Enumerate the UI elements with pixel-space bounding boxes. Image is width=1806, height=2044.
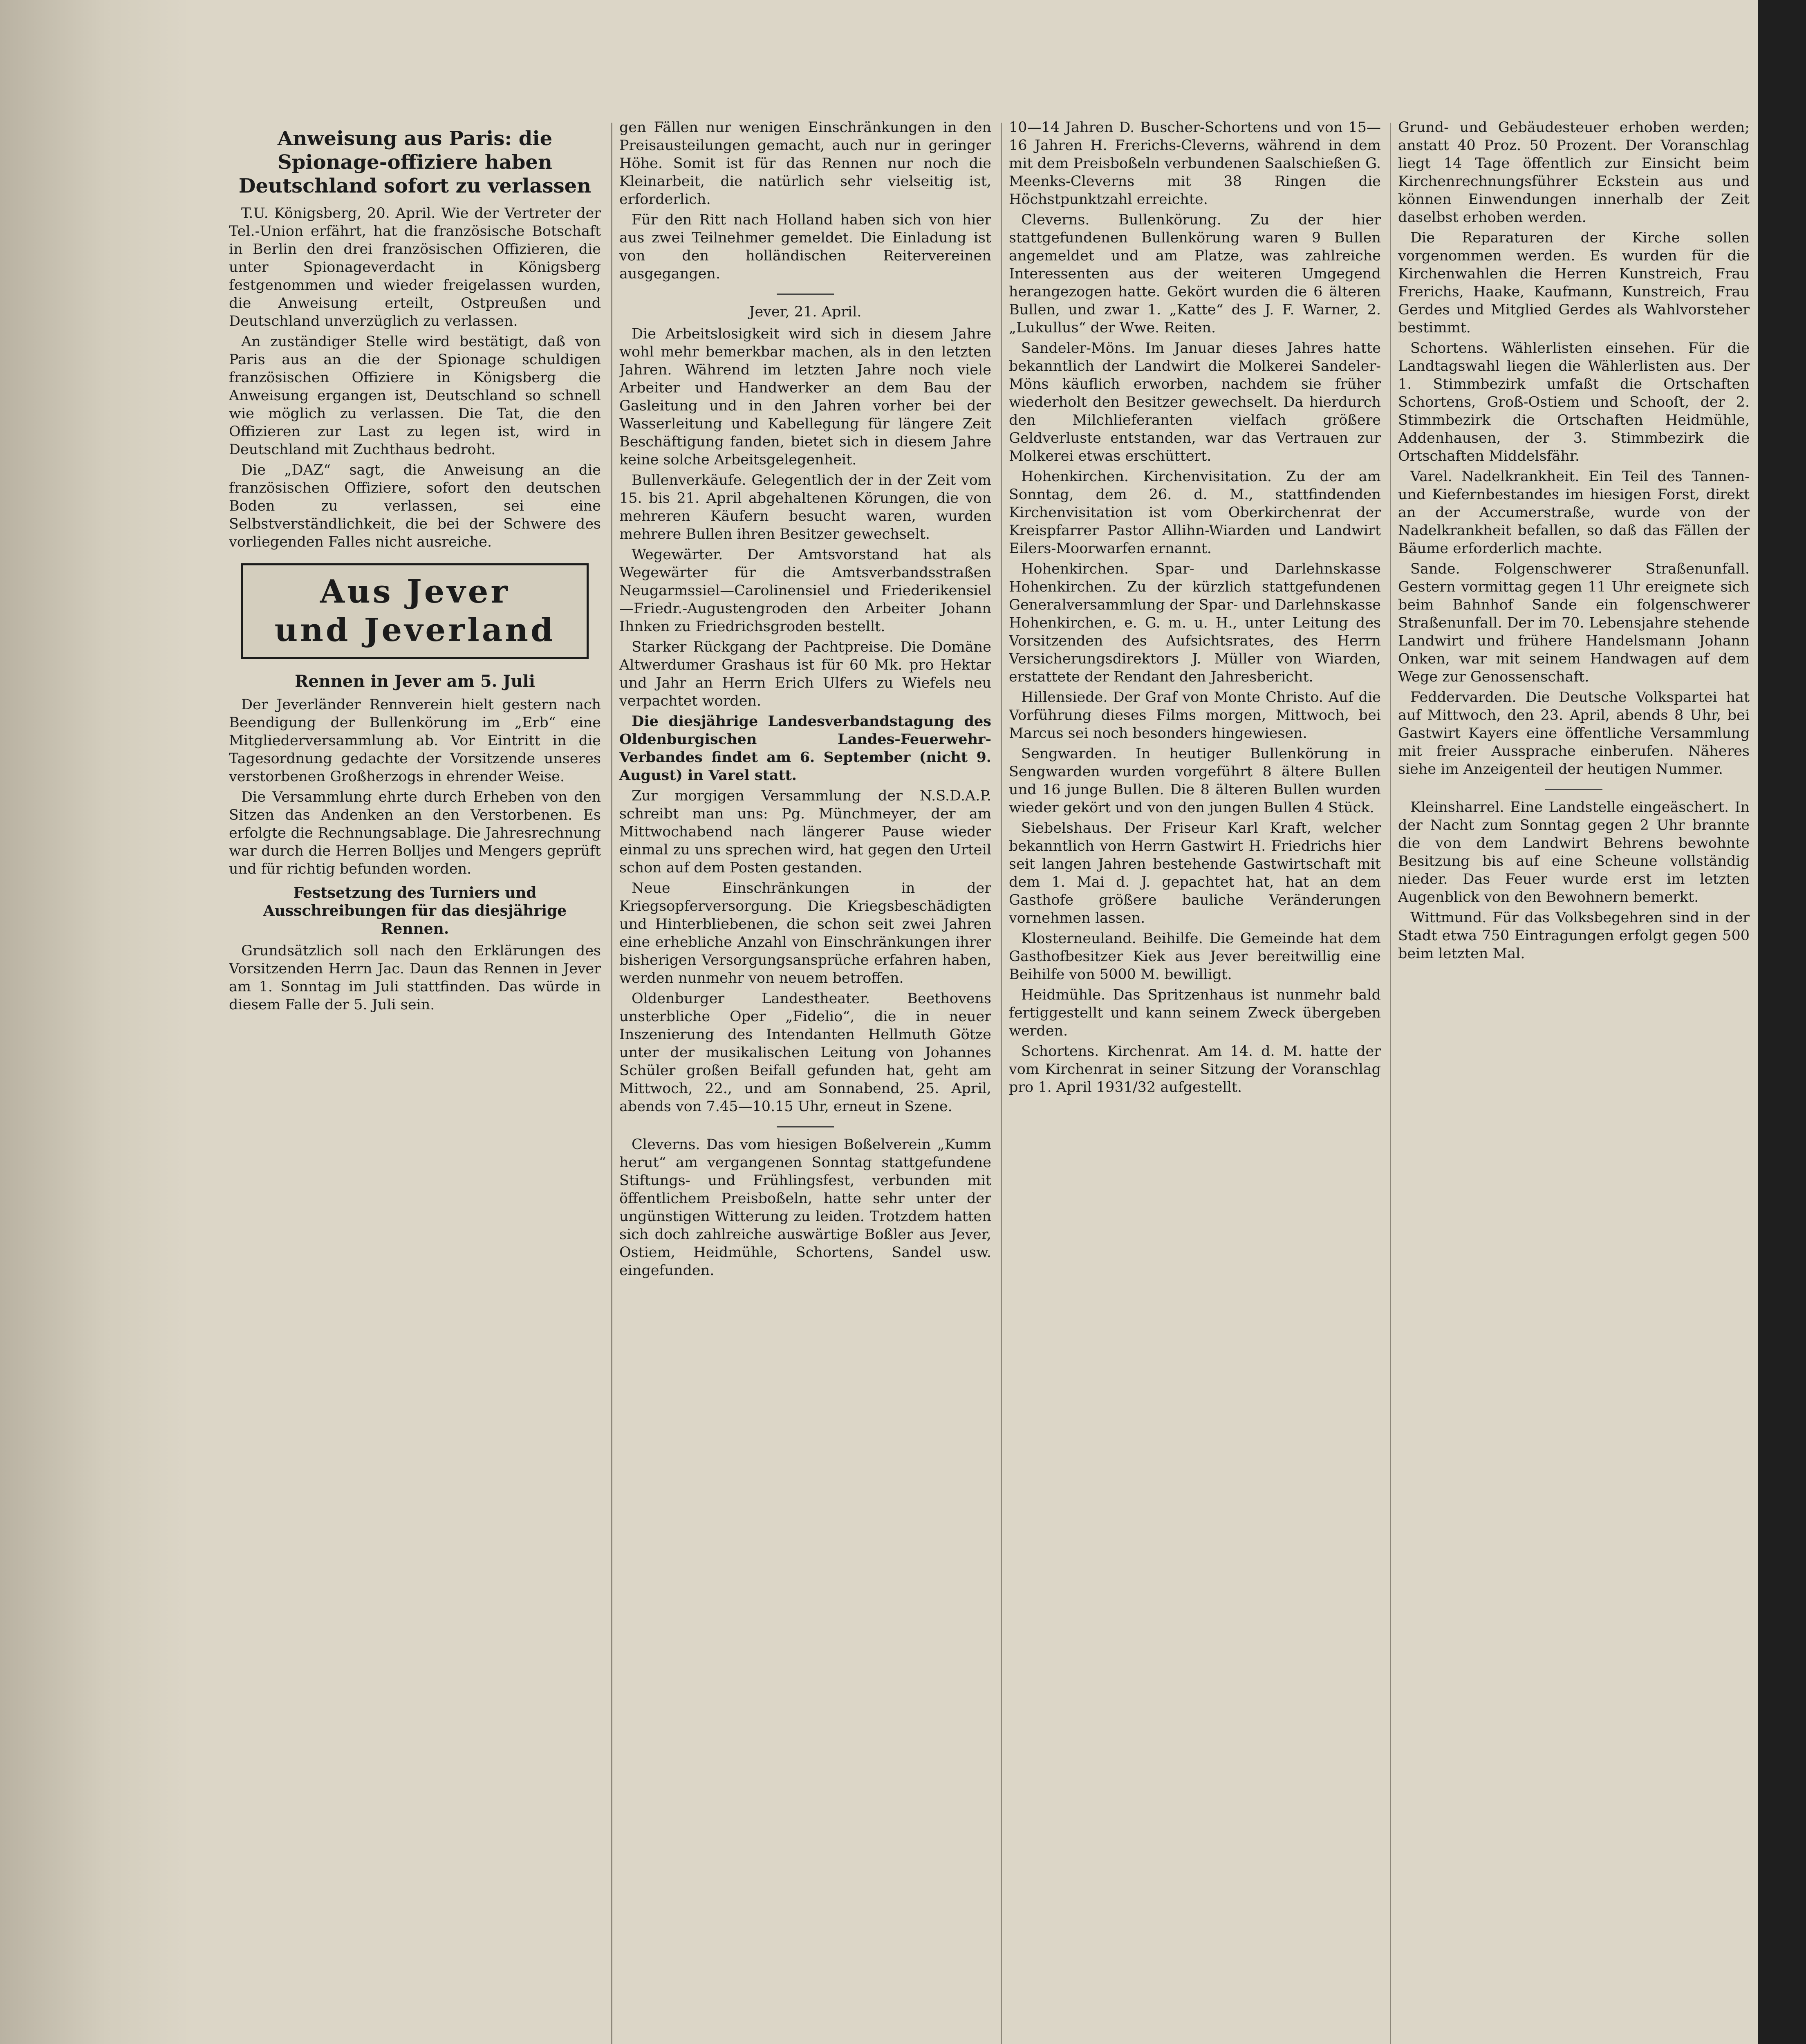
article-paragraph: Der Jeverländer Rennverein hielt gestern nach Beendigung der Bullenkörung im „Erb“ eine Mitgliederversammlung ab. Vor Eintritt in die Tagesordnung gedachte der Vorsitzende unseres verstorbenen Großherzogs in ehrender Weise. xyxy=(229,697,601,785)
article-paragraph: Für den Ritt nach Holland haben sich von hier aus zwei Teilnehmer gemeldet. Die Einladung ist von den holländischen Reitervereinen ausgegangen. xyxy=(619,212,991,282)
rubric-line-2: und Jeverland xyxy=(274,612,556,649)
article-paragraph: Siebelshaus. Der Friseur Karl Kraft, welcher bekanntlich von Herrn Gastwirt H. Friedrichs hier seit langen Jahren bestehende Gastwirtschaft mit dem 1. Mai d. J. gepachtet hat, hat an dem Gasthofe größere bauliche Veränderungen vornehmen lassen. xyxy=(1009,820,1381,926)
article-paragraph: Feddervarden. Die Deutsche Volkspartei hat auf Mittwoch, den 23. April, abends 8 Uhr, bei Gastwirt Kayers eine öffentliche Versammlung mit freier Aussprache einberufen. Näheres siehe im Anzeigenteil der heutigen Nummer. xyxy=(1398,689,1750,778)
short-rule xyxy=(777,294,834,295)
column-3 xyxy=(1009,119,1381,2044)
rubric-line-1: Aus Jever xyxy=(320,573,510,610)
article-paragraph: Bullenverkäufe. Gelegentlich der in der Zeit vom 15. bis 21. April abgehaltenen Körungen, die von mehreren Käufern besucht waren, wurden mehrere Bullen ihren Besitzer gewechselt. xyxy=(619,472,991,542)
article-paragraph: Hohenkirchen. Spar- und Darlehnskasse Hohenkirchen. Zu der kürzlich stattgefundenen Generalversammlung der Spar- und Darlehnskasse Hohenkirchen, e. G. m. u. H., unter Leitung des Vorsitzenden des Aufsichtsrates, des Herrn Versicherungsdirektors J. Müller von Wiarden, erstattete der Rendant den Jahresbericht. xyxy=(1009,561,1381,685)
article-paragraph: Zur morgigen Versammlung der N.S.D.A.P. schreibt man uns: Pg. Münchmeyer, der am Mittwochabend nach längerer Pause wieder einmal zu uns sprechen wird, hat gegen den Urteil schon auf dem Posten gestanden. xyxy=(619,788,991,876)
article-paragraph: Wegewärter. Der Amtsvorstand hat als Wegewärter für die Amtsverbandsstraßen Neugarmssiel—Carolinensiel und Friederikensiel—Friedr.-Augustengroden den Arbeiter Johann Ihnken zu Friedrichsgroden bestellt. xyxy=(619,547,991,635)
article-paragraph: Starker Rückgang der Pachtpreise. Die Domäne Altwerdumer Grashaus ist für 60 Mk. pro Hektar und Jahr an Herrn Erich Ulfers zu Wiefels neu verpachtet worden. xyxy=(619,639,991,709)
article-paragraph: Schortens. Wählerlisten einsehen. Für die Landtagswahl liegen die Wählerlisten aus. Der 1. Stimmbezirk umfaßt die Ortschaften Schortens, Groß-Ostiem und Schooſt, der 2. Stimmbezirk die Ortschaften Heidmühle, Addenhausen, der 3. Stimmbezirk die Ortschaften Middelsfähr. xyxy=(1398,340,1750,464)
article-paragraph: Neue Einschränkungen in der Kriegsopferversorgung. Die Kriegsbeschädigten und Hinterbliebenen, die schon seit zwei Jahren eine erhebliche Anzahl von Einschränkungen ihrer bisherigen Versorgungsansprüche erfahren haben, werden nunmehr von neuem betroffen. xyxy=(619,880,991,986)
article-paragraph: Grund- und Gebäudesteuer erhoben werden; anstatt 40 Proz. 50 Prozent. Der Voranschlag liegt 14 Tage öffentlich zur Einsicht beim Kirchenrechnungsführer Eckstein aus und können Einwendungen innerhalb der Zeit daselbst erhoben werden. xyxy=(1398,119,1750,226)
article-paragraph: Sengwarden. In heutiger Bullenkörung in Sengwarden wurden vorgeführt 8 ältere Bullen und 16 junge Bullen. Die 8 älteren Bullen wurden wieder gekört und von den jungen Bullen 4 Stück. xyxy=(1009,746,1381,816)
article-headline-rennen: Rennen in Jever am 5. Juli xyxy=(295,672,535,691)
article-paragraph: Die Reparaturen der Kirche sollen vorgenommen werden. Es wurden für die Kirchenwahlen die Herren Kunstreich, Frau Frerichs, Haake, Kaufmann, Kunstreich, Frau Gerdes und Mitglied Gerdes als Wahlvorsteher bestimmt. xyxy=(1398,230,1750,336)
article-paragraph: Die „DAZ“ sagt, die Anweisung an die französischen Offiziere, sofort den deutschen Boden zu verlassen, sei eine Selbstverständlichkeit, die bei der Schwere des vorliegenden Falles nicht ausreiche. xyxy=(229,462,601,550)
article-paragraph: Hillensiede. Der Graf von Monte Christo. Auf die Vorführung dieses Films morgen, Mittwoch, bei Marcus sei noch besonders hingewiesen. xyxy=(1009,689,1381,742)
short-rule xyxy=(777,1126,834,1127)
article-paragraph: Die Arbeitslosigkeit wird sich in diesem Jahre wohl mehr bemerkbar machen, als in den letzten Jahren. Während im letzten Jahre noch viele Arbeiter und Handwerker an dem Bau der Gasleitung und in den Jahren vorher bei der Wasserleitung und Kabellegung für längere Zeit Beschäftigung fanden, bietet sich in diesem Jahre keine solche Arbeitsgelegenheit. xyxy=(619,326,991,468)
article-paragraph: 10—14 Jahren D. Buscher-Schortens und von 15—16 Jahren H. Frerichs-Cleverns, während in dem mit dem Preisboßeln verbundenen Saalschießen G. Meenks-Cleverns mit 38 Ringen die Höchstpunktzahl erreichte. xyxy=(1009,119,1381,208)
article-subheading: Festsetzung des Turniers und Ausschreibungen für das diesjährige Rennen. xyxy=(263,884,567,937)
article-paragraph: Cleverns. Bullenkörung. Zu der hier stattgefundenen Bullenkörung waren 9 Bullen angemeldet und am Platze, was zahlreiche Interessenten aus der weiteren Umgegend herangezogen hatte. Gekört wurden die 6 älteren Bullen, und zwar 1. „Katte“ des J. F. Warner, 2. „Lukullus“ der Wwe. Reiten. xyxy=(1009,212,1381,336)
article-paragraph: Wittmund. Für das Volksbegehren sind in der Stadt etwa 750 Eintragungen erfolgt gegen 500 beim letzten Mal. xyxy=(1398,910,1750,962)
column-separator xyxy=(1001,123,1002,2044)
article-paragraph: Cleverns. Das vom hiesigen Boßelverein „Kumm herut“ am vergangenen Sonntag stattgefundene Stiftungs- und Frühlingsfest, verbunden mit öffentlichem Preisboßeln, hatte sehr unter der ungünstigen Witterung zu leiden. Trotzdem hatten sich doch zahlreiche auswärtige Boßler aus Jever, Ostiem, Heidmühle, Schortens, Sandel usw. eingefunden. xyxy=(619,1136,991,1279)
article-paragraph: Varel. Nadelkrankheit. Ein Teil des Tannen- und Kiefernbestandes im hiesigen Forst, direkt an der Accumerstraße, wurde von der Nadelkrankheit befallen, so daß das Fällen der Bäume erforderlich machte. xyxy=(1398,468,1750,557)
article-paragraph: An zuständiger Stelle wird bestätigt, daß von Paris aus an die der Spionage schuldigen französischen Offiziere in Königsberg die Anweisung ergangen ist, Deutschland so schnell wie möglich zu verlassen. Die Tat, die den Offizieren zur Last zu legen ist, wird in Deutschland mit Zuchthaus bedroht. xyxy=(229,334,601,458)
article-paragraph: Kleinsharrel. Eine Landstelle eingeäschert. In der Nacht zum Sonntag gegen 2 Uhr brannte die von dem Landwirt Behrens bewohnte Besitzung bis auf eine Scheune vollständig nieder. Das Feuer wurde erst im letzten Augenblick von den Bewohnern bemerkt. xyxy=(1398,799,1750,905)
article-paragraph: Sande. Folgenschwerer Straßenunfall. Gestern vormittag gegen 11 Uhr ereignete sich beim Bahnhof Sande ein folgenschwerer Straßenunfall. Der im 70. Lebensjahre stehende Landwirt und frühere Handelsmann Johann Onken, war mit seinem Handwagen auf dem Wege zur Genossenschaft. xyxy=(1398,561,1750,685)
article-paragraph: Sandeler-Möns. Im Januar dieses Jahres hatte bekanntlich der Landwirt die Molkerei Sandeler-Möns käuflich erworben, nachdem sie früher wiederholt den Besitzer gewechselt. Da hierdurch den Milchlieferanten vielfach größere Geldverluste entstanden, war das Vertrauen zur Molkerei etwas erschüttert. xyxy=(1009,340,1381,464)
short-rule xyxy=(1545,789,1602,790)
column-separator xyxy=(1390,123,1391,2044)
article-paragraph: Klosterneuland. Beihilfe. Die Gemeinde hat dem Gasthofbesitzer Kiek aus Jever bereitwillig eine Beihilfe von 5000 M. bewilligt. xyxy=(1009,930,1381,983)
column-separator xyxy=(611,123,612,2044)
article-paragraph: Heidmühle. Das Spritzenhaus ist nunmehr bald fertiggestellt und kann seinem Zweck übergeben werden. xyxy=(1009,987,1381,1039)
section-rubric xyxy=(241,563,589,659)
article-paragraph: gen Fällen nur wenigen Einschränkungen in den Preisausteilungen gemacht, auch nur in geringer Höhe. Somit ist für das Rennen nur noch die Kleinarbeit, die natürlich sehr vielseitig ist, erforderlich. xyxy=(619,119,991,208)
column-1 xyxy=(229,119,601,2044)
article-paragraph: T.U. Königsberg, 20. April. Wie der Vertreter der Tel.-Union erfährt, hat die französische Botschaft in Berlin den drei französischen Offizieren, die unter Spionageverdacht in Königsberg festgenommen und wieder freigelassen wurden, die Anweisung erteilt, Ostpreußen und Deutschland unverzüglich zu verlassen. xyxy=(229,205,601,329)
article-paragraph: Schortens. Kirchenrat. Am 14. d. M. hatte der vom Kirchenrat in seiner Sitzung der Voranschlag pro 1. April 1931/32 aufgestellt. xyxy=(1009,1043,1381,1096)
article-headline-spionage: Anweisung aus Paris: die Spionage-offiziere haben Deutschland sofort zu verlassen xyxy=(238,127,592,197)
scan-border xyxy=(1758,0,1806,2044)
dateline: Jever, 21. April. xyxy=(749,304,862,320)
article-paragraph: Grundsätzlich soll nach den Erklärungen des Vorsitzenden Herrn Jac. Daun das Rennen in Jever am 1. Sonntag im Juli stattfinden. Das würde in diesem Falle der 5. Juli sein. xyxy=(229,943,601,1013)
binding-gutter xyxy=(0,0,192,2044)
article-paragraph: Oldenburger Landestheater. Beethovens unsterbliche Oper „Fidelio“, die in neuer Inszenierung des Intendanten Hellmuth Götze unter der musikalischen Leitung von Johannes Schüler großen Beifall gefunden hat, geht am Mittwoch, 22., und am Sonnabend, 25. April, abends von 7.45—10.15 Uhr, erneut in Szene. xyxy=(619,991,991,1115)
article-paragraph: Die Versammlung ehrte durch Erheben von den Sitzen das Andenken an den Verstorbenen. Es erfolgte die Rechnungsablage. Die Jahresrechnung war durch die Herren Bolljes und Mengers geprüft und für richtig befunden worden. xyxy=(229,789,601,877)
article-paragraph: Die diesjährige Landesverbandstagung des Oldenburgischen Landes-Feuerwehr-Verbandes findet am 6. September (nicht 9. August) in Varel statt. xyxy=(619,713,991,784)
column-2 xyxy=(619,119,991,2044)
article-paragraph: Hohenkirchen. Kirchenvisitation. Zu der am Sonntag, dem 26. d. M., stattfindenden Kirchenvisitation ist vom Oberkirchenrat der Kreispfarrer Pastor Allihn-Wiarden und Landwirt Eilers-Moorwarfen ernannt. xyxy=(1009,468,1381,557)
column-4 xyxy=(1398,119,1750,2044)
